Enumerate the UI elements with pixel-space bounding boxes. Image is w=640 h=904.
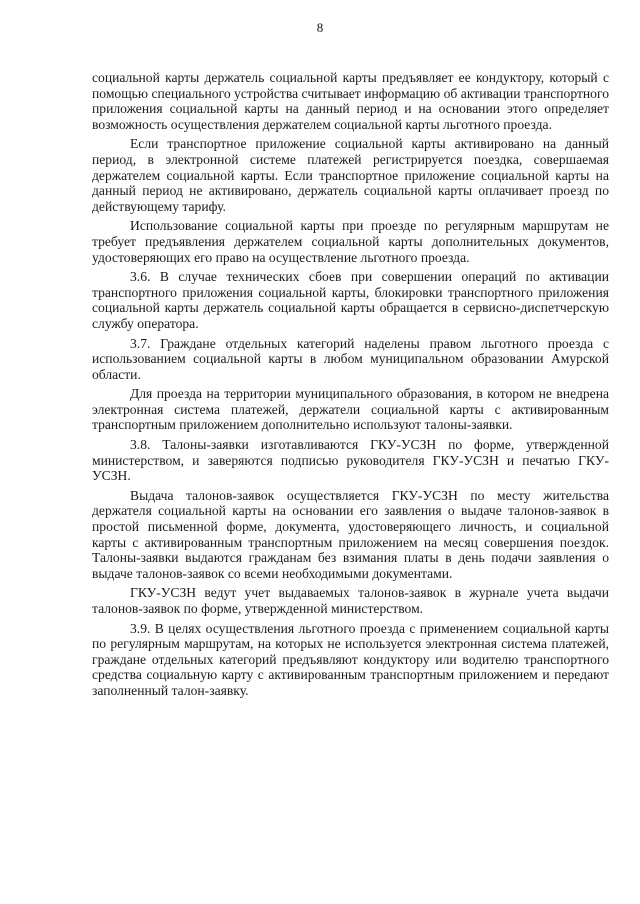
paragraph-activation-check: Если транспортное приложение социальной карты активировано на данный период, в электронной системе платежей регистрируется поездка, совершаемая держателем социальной карты. Если транспортное приложение социальной карты на данный период не активировано, держатель социальной карты оплачивает проезд по действующему тарифу. [92,136,609,214]
page-number: 8 [316,20,324,35]
paragraph-3-9: 3.9. В целях осуществления льготного проезда с применением социальной карты по регулярным маршрутам, на которых не используется электронная система платежей, граждане отдельных категорий предъявляют кондуктору или водителю транспортного средства социальную карту с активированным транспортным приложением и передают заполненный талон-заявку. [92,620,609,698]
paragraph-3-6: 3.6. В случае технических сбоев при совершении операций по активации транспортного приложения социальной карты, блокировки транспортного приложения социальной карты держатель социальной карты обращается в сервисно-диспетчерскую службу оператора. [92,269,609,331]
paragraph-talon-journal: ГКУ-УСЗН ведут учет выдаваемых талонов-заявок в журнале учета выдачи талонов-заявок по форме, утвержденной министерством. [92,585,609,616]
paragraph-no-extra-documents: Использование социальной карты при проезде по регулярным маршрутам не требует предъявления держателем социальной карты дополнительных документов, удостоверяющих его право на осуществление льготного проезда. [92,218,609,265]
paragraph-continuation: социальной карты держатель социальной карты предъявляет ее кондуктору, который с помощью специального устройства считывает информацию об активации транспортного приложения социальной карты на данный период и на основании этого определяет возможность осуществления держателем социальной карты льготного проезда. [92,70,609,132]
paragraph-3-8: 3.8. Талоны-заявки изготавливаются ГКУ-УСЗН по форме, утвержденной министерством, и заверяются подписью руководителя ГКУ-УСЗН и печатью ГКУ-УСЗН. [92,437,609,484]
paragraph-3-7: 3.7. Граждане отдельных категорий наделены правом льготного проезда с использованием социальной карты в любом муниципальном образовании Амурской области. [92,335,609,382]
document-body [92,70,609,703]
paragraph-talon-usage: Для проезда на территории муниципального образования, в котором не внедрена электронная система платежей, держатели социальной карты с активированным транспортным приложением дополнительно используют талоны-заявки. [92,386,609,433]
paragraph-talon-issuance: Выдача талонов-заявок осуществляется ГКУ-УСЗН по месту жительства держателя социальной карты на основании его заявления о выдаче талонов-заявок в простой письменной форме, документа, удостоверяющего личность, и социальной карты с активированным транспортным приложением на месяц совершения поездок. Талоны-заявки выдаются гражданам без взимания платы в день подачи заявления о выдаче талонов-заявок со всеми необходимыми документами. [92,487,609,581]
